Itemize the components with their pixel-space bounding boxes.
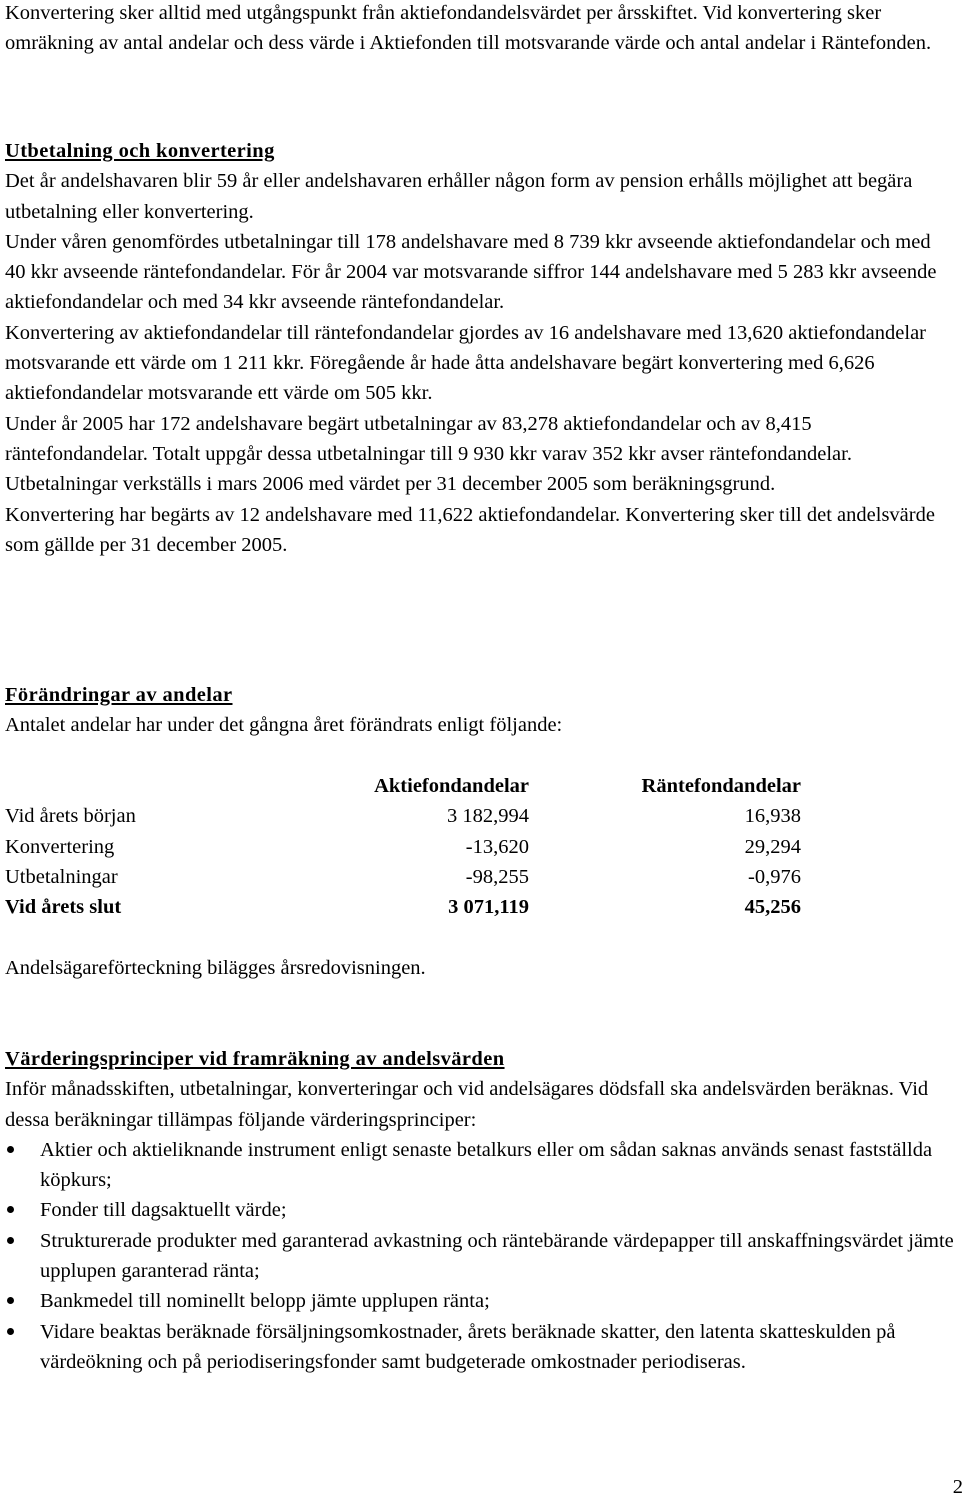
section-heading-changes: Förändringar av andelar: [5, 684, 233, 706]
table-cell: Vid årets slut: [5, 896, 122, 919]
table-total-row: [5, 892, 805, 922]
table-cell: Vid årets början: [5, 805, 136, 828]
valuation-principles-list: [5, 1135, 955, 1377]
table-row: [5, 862, 805, 892]
table-header-cell: Räntefondandelar: [641, 775, 801, 797]
section-changes: [5, 680, 955, 741]
changes-lead: Antalet andelar har under det gångna året förändrats enligt följande:: [5, 714, 563, 737]
section-valuation: [5, 1044, 955, 1377]
table-cell: 16,938: [744, 805, 801, 828]
section-payout: [5, 136, 955, 560]
table-cell: 3 182,994: [447, 805, 529, 828]
register-note: Andelsägareförteckning bilägges årsredovisningen.: [5, 957, 426, 979]
list-item: Vidare beaktas beräknade försäljningsomkostnader, årets beräknade skatter, den latenta skatteskulden på värdeökning och på periodiseringsfonder samt budgeterade omkostnader periodiseras.: [5, 1317, 955, 1378]
table-header-row: [5, 771, 805, 801]
table-row: [5, 832, 805, 862]
valuation-lead: Inför månadsskiften, utbetalningar, konverteringar och vid andelsägares dödsfall ska andelsvärden beräknas. Vid dessa beräkningar tillämpas följande värderingsprinciper:: [5, 1078, 929, 1131]
payout-paragraph-4: Under år 2005 har 172 andelshavare begärt utbetalningar av 83,278 aktiefondandelar och av 8,415 räntefondandelar. Totalt uppgår dessa utbetalningar till 9 930 kkr varav 352 kkr avser räntefondandelar. Utbetalningar verkställs i mars 2006 med värdet per 31 december 2005 som beräkningsgrund.: [5, 412, 852, 496]
table-cell: Utbetalningar: [5, 865, 118, 888]
payout-paragraph-1: Det år andelshavaren blir 59 år eller andelshavaren erhåller någon form av pension erhålls möjlighet att begära utbetalning eller konvertering.: [5, 170, 913, 223]
page-number: 2: [952, 1476, 963, 1498]
list-item: Aktier och aktieliknande instrument enligt senaste betalkurs eller om sådan saknas används senast fastställda köpkurs;: [5, 1135, 955, 1196]
payout-paragraph-3: Konvertering av aktiefondandelar till räntefondandelar gjordes av 16 andelshavare med 13,620 aktiefondandelar motsvarande ett värde om 1 211 kkr. Föregående år hade åtta andelshavare begärt konvertering med 6,626 aktiefondandelar motsvarande ett värde om 505 kkr.: [5, 321, 926, 405]
payout-paragraph-2: Under våren genomfördes utbetalningar till 178 andelshavare med 8 739 kkr avseende aktiefondandelar och med 40 kkr avseende räntefondandelar. För år 2004 var motsvarande siffror 144 andelshavare med 5 283 kkr avseende aktiefondandelar och med 34 kkr avseende räntefondandelar.: [5, 230, 937, 314]
section-heading-valuation: Värderingsprinciper vid framräkning av andelsvärden: [5, 1048, 505, 1070]
intro-paragraph: Konvertering sker alltid med utgångspunkt från aktiefondandelsvärdet per årsskiftet. Vid konvertering sker omräkning av antal andelar och dess värde i Aktiefonden till motsvarande värde och antal andelar i Räntefonden.: [5, 2, 932, 55]
table-cell: -0,976: [748, 865, 801, 888]
table-row: [5, 801, 805, 831]
list-item: Bankmedel till nominellt belopp jämte upplupen ränta;: [5, 1286, 955, 1316]
section-heading-payout: Utbetalning och konvertering: [5, 140, 275, 162]
document-page: [5, 0, 963, 1498]
table-cell: Konvertering: [5, 835, 115, 858]
table-cell: 45,256: [744, 896, 801, 919]
table-cell: -98,255: [465, 865, 529, 888]
list-item: Fonder till dagsaktuellt värde;: [5, 1195, 955, 1225]
payout-paragraph-5: Konvertering har begärts av 12 andelshavare med 11,622 aktiefondandelar. Konvertering sker till det andelsvärde som gällde per 31 december 2005.: [5, 503, 935, 556]
table-cell: 3 071,119: [448, 896, 529, 919]
table-header-cell: Aktiefondandelar: [374, 775, 529, 797]
shares-table: [5, 771, 805, 922]
list-item: Strukturerade produkter med garanterad avkastning och räntebärande värdepapper till anskaffningsvärdet jämte upplupen garanterad ränta;: [5, 1226, 955, 1287]
table-cell: 29,294: [744, 835, 801, 858]
table-cell: -13,620: [465, 835, 529, 858]
